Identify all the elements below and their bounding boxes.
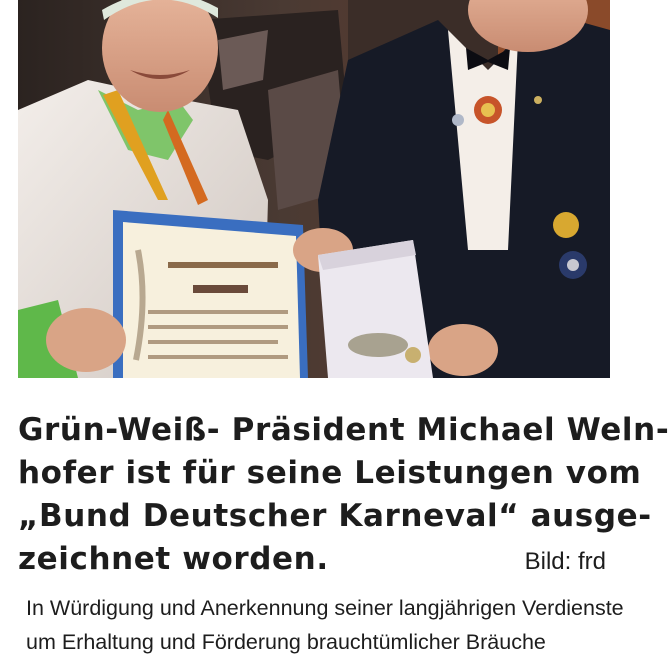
body-line-2: um Erhaltung und Förderung brauchtümlicher Bräuche: [26, 630, 546, 654]
caption-line-3: „Bund Deutscher Karneval“ ausge-: [18, 498, 652, 534]
caption-line-2: hofer ist für seine Leistungen vom: [18, 455, 642, 491]
news-photo: [18, 0, 610, 378]
photo-credit: Bild: frd: [524, 548, 606, 575]
caption-line-4-row: [18, 538, 608, 581]
body-line-1: In Würdigung und Anerkennung seiner langjährigen Verdienste: [26, 596, 624, 620]
caption-line-4: zeichnet worden.: [18, 541, 329, 577]
article-body: [26, 591, 624, 659]
photo-image: [18, 0, 610, 378]
caption-line-1: Grün-Weiß- Präsident Michael Weln-: [18, 412, 669, 448]
photo-caption: [18, 409, 669, 581]
